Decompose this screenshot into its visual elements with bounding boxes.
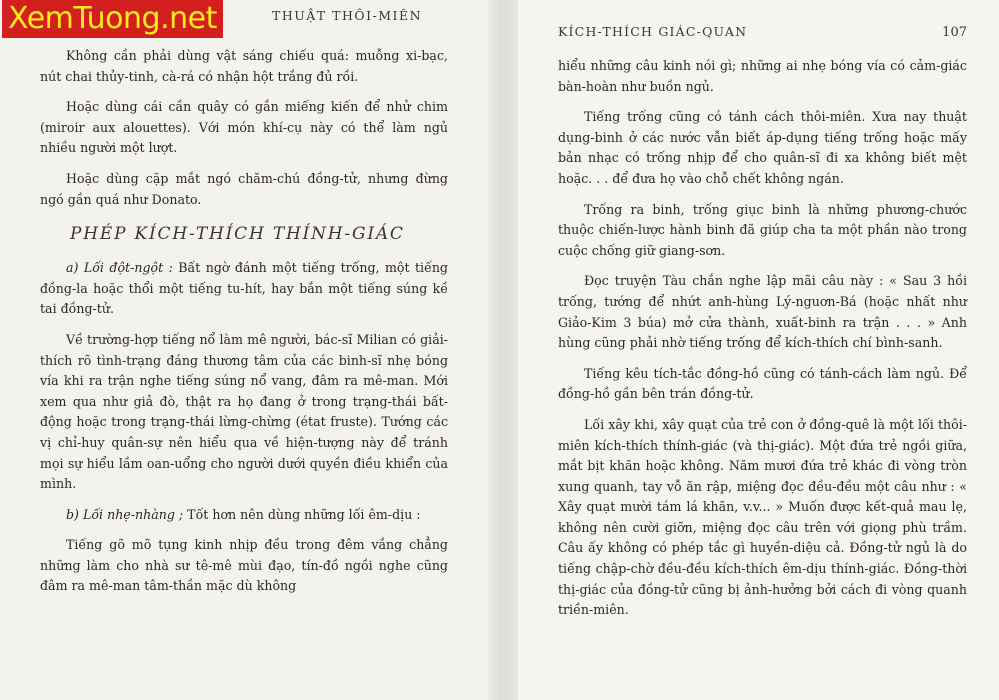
watermark-logo: XemTuong.net [2,0,223,38]
left-paragraph-6: Tiếng gõ mõ tụng kinh nhịp đều trong đêm vắng chẳng những làm cho nhà sư tê-mê mùi đạo, tín-đồ ngồi nghe cũng đâm ra mê-man tâm-thần mặc dù không [40,537,448,594]
book-gutter [488,0,518,700]
right-paragraph-2: Tiếng trống cũng có tánh cách thôi-miên. Xưa nay thuật dụng-binh ở các nước vẫn biết áp-dụng tiếng trống hoặc mấy bản nhạc có trống nhịp để cho quân-sĩ đi xa không biết mệt hoặc. . . để đưa họ vào chỗ chết không ngán. [558,109,967,186]
page-number: 107 [942,25,967,40]
paragraph-b-lead: b) Lối nhẹ-nhàng ; [66,506,184,522]
right-header [558,24,967,40]
right-paragraph-3: Trống ra binh, trống giục binh là những phương-chước thuộc chiến-lược hành binh đã giúp cha ta một phần nào trong cuộc chống giữ giang-sơn. [558,201,967,258]
paragraph-b-text: Tốt hơn nên dùng những lối êm-dịu : [183,506,421,522]
paragraph-a-text: Bất ngờ đánh một tiếng trống, một tiếng đồng-la hoặc thổi một tiếng tu-hít, hay bắn một tiếng súng kề tai đồng-tử. [40,260,448,317]
right-paragraph-5: Tiếng kêu tích-tắc đồng-hồ cũng có tánh-cách làm ngủ. Để đồng-hồ gần bên trán đồng-tử. [558,365,967,402]
paragraph-a-lead: a) Lối đột-ngột : [66,260,173,276]
left-page-body [40,46,448,597]
left-running-head: THUẬT THÔI-MIÊN [272,8,423,23]
left-page [0,0,488,700]
right-paragraph-6: Lối xây khi, xây quạt của trẻ con ở đồng-quê là một lối thôi-miên kích-thích thính-giác (và thị-giác). Một đứa trẻ ngồi giữa, mắt bịt khăn hoặc không. Năm mươi đứa trẻ khác đi vòng tròn xung quanh, tay vỗ ăn rập, miệng đọc đều-đều một câu như : « Xây quạt mười tám lá khăn, v.v... » Muốn được kết-quả mau lẹ, không nên cười giỡn, miệng đọc câu trên với giọng phù trầm. Câu ấy không có phép tắc gì huyền-diệu cả. Đồng-tử ngủ là do tiếng chập-chờ đều-đều kích-thích êm-dịu thính-giác. Đồng-thời thị-giác của đồng-tử cũng bị ảnh-hưởng bởi cách đi vòng quanh triền-miên. [558,416,967,618]
right-paragraph-4: Đọc truyện Tàu chắn nghe lập mãi câu này : « Sau 3 hồi trống, tướng để nhứt anh-hùng Lý-nguơn-Bá (hoặc nhất như Giảo-Kim 3 búa) mở cửa thành, xuất-binh ra trận . . . » Anh hùng cũng phải nhờ tiếng trống để kích-thích chí bình-sanh. [558,273,967,351]
left-paragraph-4: Về trường-hợp tiếng nổ làm mê người, bác-sĩ Milian có giải-thích rõ tình-trạng đáng thương tâm của các binh-sĩ nhẹ bóng vía khi ra trận nghe tiếng súng nổ vang, đâm ra mê-man. Mới xem qua như giả đò, thật ra họ đang ở trong trạng-thái bất-động hoặc trong trạng-thái lừng-chừng (état fruste). Tướng các vị chỉ-huy quân-sự nên hiểu qua về hiện-tượng này để tránh mọi sự hiểu lầm oan-uổng cho người dưới quyền điều khiển của mình. [40,331,448,492]
right-page [518,0,999,700]
left-paragraph-2: Hoặc dùng cái cần quây có gắn miếng kiến để nhử chim (miroir aux alouettes). Với món khí-cụ này có thể làm ngủ nhiều người một lượt. [40,99,448,156]
section-heading: PHÉP KÍCH-THÍCH THÍNH-GIÁC [70,224,405,245]
left-paragraph-1: Không cần phải dùng vật sáng chiếu quá: muỗng xi-bạc, nút chai thủy-tinh, cà-rá có nhận hột trắng đủ rồi. [40,48,448,84]
left-paragraph-b [40,505,448,526]
left-paragraph-a [40,258,448,320]
left-paragraph-3: Hoặc dùng cặp mắt ngó chăm-chú đồng-tử, nhưng đừng ngó gần quá như Donato. [40,170,448,207]
right-running-head: KÍCH-THÍCH GIÁC-QUAN [558,24,748,39]
right-paragraph-1: hiểu những câu kinh nói gì; những ai nhẹ bóng vía có cảm-giác bàn-hoàn như buồn ngủ. [558,58,967,94]
